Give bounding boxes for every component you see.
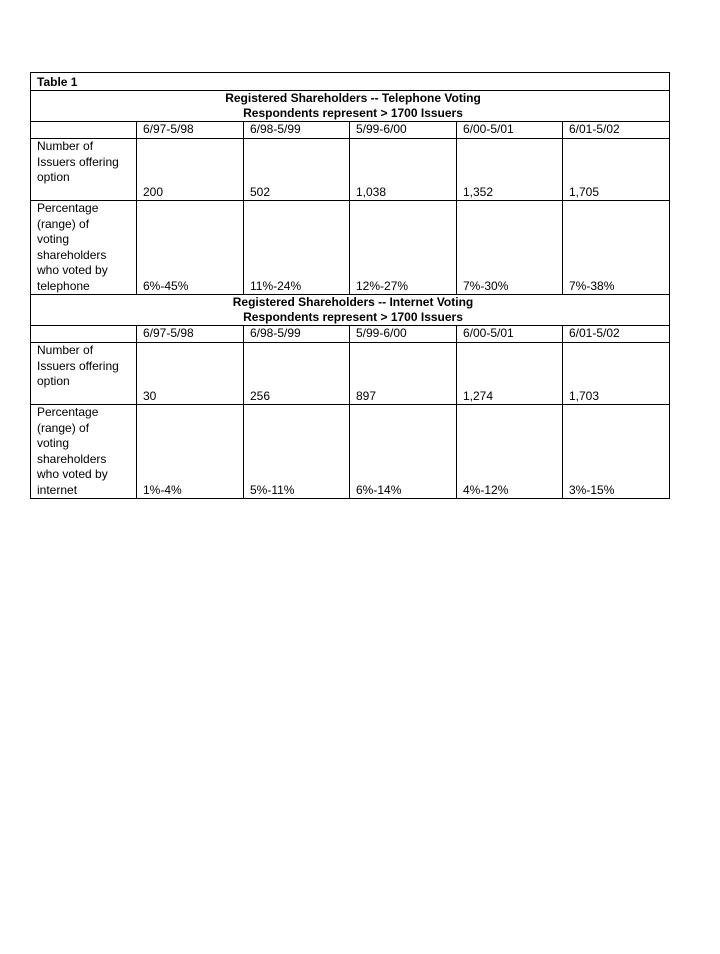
row-label-line: who voted by: [37, 263, 108, 277]
section-header-row: [31, 295, 670, 326]
period-header: 6/98-5/99: [244, 122, 350, 139]
period-header: 6/01-5/02: [563, 326, 670, 343]
table-cell: 30: [137, 343, 244, 405]
period-header: 6/00-5/01: [457, 122, 563, 139]
period-header: 6/00-5/01: [457, 326, 563, 343]
voting-table: [30, 72, 670, 499]
row-label-line: Percentage: [37, 405, 99, 419]
period-header-blank: [31, 122, 137, 139]
row-label-line: shareholders: [37, 247, 107, 262]
row-label-line: option: [37, 170, 70, 184]
row-label-line: who voted by: [37, 467, 108, 481]
row-label-line: Number of: [37, 139, 94, 153]
table-row: [31, 343, 670, 405]
row-label: [31, 201, 137, 295]
period-header: 6/97-5/98: [137, 326, 244, 343]
row-label-line: Percentage: [37, 201, 99, 215]
section-header-internet: [31, 295, 670, 326]
period-header-blank: [31, 326, 137, 343]
section-header-row: [31, 91, 670, 122]
table-cell: 5%-11%: [244, 405, 350, 499]
section-subtitle: Respondents represent > 1700 Issuers: [243, 106, 463, 120]
table-cell: 6%-45%: [137, 201, 244, 295]
table-cell: 1,038: [350, 139, 457, 201]
row-label-line: (range) of: [37, 216, 90, 231]
row-label: [31, 343, 137, 405]
row-label-line: Issuers offering: [37, 154, 119, 169]
table-cell: 3%-15%: [563, 405, 670, 499]
period-header: 5/99-6/00: [350, 122, 457, 139]
table-cell: 7%-38%: [563, 201, 670, 295]
row-label-line: (range) of: [37, 420, 90, 435]
row-label: [31, 405, 137, 499]
section-title: Registered Shareholders -- Telephone Voting: [225, 91, 481, 105]
row-label-line: Issuers offering: [37, 358, 119, 373]
table-row: [31, 405, 670, 499]
row-label-line: telephone: [37, 278, 90, 293]
table-label-row: [31, 73, 670, 91]
period-header: 6/97-5/98: [137, 122, 244, 139]
period-header-row: [31, 326, 670, 343]
row-label-line: option: [37, 374, 70, 388]
period-header: 6/98-5/99: [244, 326, 350, 343]
table-cell: 1%-4%: [137, 405, 244, 499]
row-label-line: voting: [37, 232, 70, 246]
period-header: 5/99-6/00: [350, 326, 457, 343]
row-label-line: internet: [37, 482, 78, 497]
table-cell: 11%-24%: [244, 201, 350, 295]
table-cell: 1,352: [457, 139, 563, 201]
row-label-line: voting: [37, 436, 70, 450]
table-cell: 1,703: [563, 343, 670, 405]
table-row: [31, 201, 670, 295]
row-label: [31, 139, 137, 201]
period-header: 6/01-5/02: [563, 122, 670, 139]
table-label: Table 1: [31, 73, 670, 91]
period-header-row: [31, 122, 670, 139]
row-label-line: shareholders: [37, 451, 107, 466]
section-subtitle: Respondents represent > 1700 Issuers: [243, 310, 463, 324]
table-cell: 1,705: [563, 139, 670, 201]
table-row: [31, 139, 670, 201]
table-cell: 897: [350, 343, 457, 405]
table-cell: 256: [244, 343, 350, 405]
section-header-telephone: [31, 91, 670, 122]
table-cell: 502: [244, 139, 350, 201]
table-cell: 200: [137, 139, 244, 201]
table-cell: 12%-27%: [350, 201, 457, 295]
table-cell: 1,274: [457, 343, 563, 405]
table-cell: 4%-12%: [457, 405, 563, 499]
row-label-line: Number of: [37, 343, 94, 357]
table-cell: 7%-30%: [457, 201, 563, 295]
section-title: Registered Shareholders -- Internet Voting: [232, 295, 474, 309]
table-cell: 6%-14%: [350, 405, 457, 499]
